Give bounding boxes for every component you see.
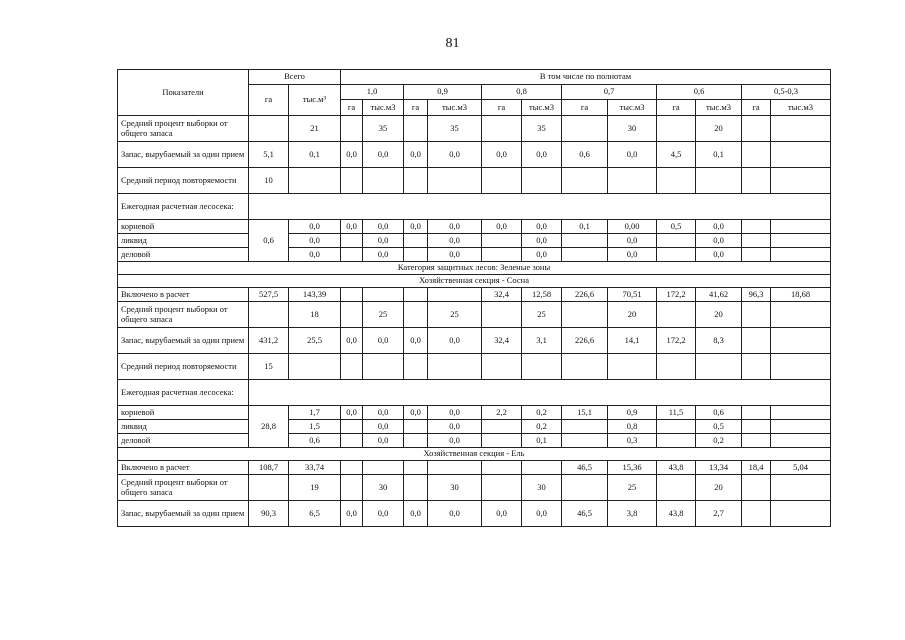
table-row xyxy=(118,168,831,194)
table-cell: 6,5 xyxy=(289,501,341,527)
table-cell xyxy=(742,434,771,448)
table-cell xyxy=(404,248,428,262)
table-cell: 527,5 xyxy=(249,288,289,302)
table-cell xyxy=(341,420,363,434)
header-density-volume: тыс.м3 xyxy=(608,100,657,116)
header-density-ha: га xyxy=(482,100,522,116)
table-cell: 15,36 xyxy=(608,461,657,475)
table-cell xyxy=(404,434,428,448)
table-cell xyxy=(482,302,522,328)
table-cell xyxy=(742,501,771,527)
table-cell xyxy=(742,116,771,142)
table-row xyxy=(118,288,831,302)
table-row xyxy=(118,262,831,275)
row-label: Средний процент выборки от общего запаса xyxy=(118,116,249,142)
table-cell: 0,0 xyxy=(428,248,482,262)
table-cell: 2,2 xyxy=(482,406,522,420)
table-cell xyxy=(657,168,696,194)
table-cell: 5,04 xyxy=(771,461,831,475)
table-cell: 0,0 xyxy=(341,406,363,420)
table-cell: 226,6 xyxy=(562,288,608,302)
table-cell: 0,0 xyxy=(482,220,522,234)
table-cell xyxy=(657,302,696,328)
table-cell xyxy=(562,354,608,380)
table-cell xyxy=(742,420,771,434)
table-cell: 0,0 xyxy=(341,501,363,527)
table-row xyxy=(118,434,831,448)
table-cell xyxy=(771,406,831,420)
table-cell: 1,7 xyxy=(289,406,341,420)
table-cell xyxy=(363,288,404,302)
table-cell xyxy=(404,475,428,501)
table-cell xyxy=(341,288,363,302)
table-cell: 30 xyxy=(608,116,657,142)
table-cell: 46,5 xyxy=(562,461,608,475)
table-cell xyxy=(404,354,428,380)
table-cell xyxy=(341,354,363,380)
table-cell: 70,51 xyxy=(608,288,657,302)
table-cell: 0,0 xyxy=(608,248,657,262)
row-label: корневой xyxy=(118,406,249,420)
header-density-ha: га xyxy=(562,100,608,116)
table-cell xyxy=(562,420,608,434)
table-row xyxy=(118,406,831,420)
row-label: Ежегодная расчетная лесосека: xyxy=(118,380,249,406)
table-cell xyxy=(341,168,363,194)
table-cell xyxy=(742,475,771,501)
table-cell xyxy=(771,434,831,448)
table-cell: 90,3 xyxy=(249,501,289,527)
table-cell: 0,0 xyxy=(522,501,562,527)
table-cell: 20 xyxy=(696,116,742,142)
table-cell: 0,0 xyxy=(404,142,428,168)
table-cell: 18,68 xyxy=(771,288,831,302)
table-cell: 0,6 xyxy=(696,406,742,420)
table-cell xyxy=(289,168,341,194)
table-cell xyxy=(404,420,428,434)
table-cell: 0,0 xyxy=(289,234,341,248)
table-row xyxy=(118,275,831,288)
table-cell: 0,5 xyxy=(657,220,696,234)
table-cell: 25 xyxy=(428,302,482,328)
table-cell: 30 xyxy=(522,475,562,501)
table-cell: 172,2 xyxy=(657,328,696,354)
table-cell: 0,0 xyxy=(482,501,522,527)
table-cell: 0,0 xyxy=(428,434,482,448)
table-cell xyxy=(522,354,562,380)
table-cell xyxy=(742,234,771,248)
table-cell xyxy=(742,248,771,262)
table-cell: 0,2 xyxy=(522,406,562,420)
table-cell: 0,0 xyxy=(341,328,363,354)
row-label: Включено в расчет xyxy=(118,288,249,302)
table-cell: 0,0 xyxy=(363,434,404,448)
header-total: Всего xyxy=(249,70,341,85)
table-cell xyxy=(742,354,771,380)
table-cell xyxy=(482,475,522,501)
table-cell xyxy=(696,354,742,380)
header-density: 0,8 xyxy=(482,85,562,100)
table-cell: 0,0 xyxy=(428,501,482,527)
table-row xyxy=(118,354,831,380)
table-cell: 0,0 xyxy=(289,220,341,234)
table-cell: 18 xyxy=(289,302,341,328)
header-row xyxy=(118,70,831,85)
table-cell: 0,0 xyxy=(428,234,482,248)
row-label: ликвид xyxy=(118,420,249,434)
table-cell xyxy=(428,288,482,302)
row-label: Ежегодная расчетная лесосека: xyxy=(118,194,249,220)
table-cell xyxy=(341,434,363,448)
table-cell: 30 xyxy=(363,475,404,501)
table-cell xyxy=(404,302,428,328)
table-cell: 33,74 xyxy=(289,461,341,475)
table-cell: 35 xyxy=(363,116,404,142)
table-cell xyxy=(482,461,522,475)
table-cell: 18,4 xyxy=(742,461,771,475)
table-cell: 0,0 xyxy=(482,142,522,168)
table-cell xyxy=(771,501,831,527)
table-cell xyxy=(482,168,522,194)
table-cell: 0,0 xyxy=(608,142,657,168)
table-row xyxy=(118,248,831,262)
table-cell xyxy=(742,168,771,194)
table-cell xyxy=(249,194,831,220)
table-cell: 0,0 xyxy=(363,234,404,248)
row-label: Средний процент выборки от общего запаса xyxy=(118,475,249,501)
row-label: ликвид xyxy=(118,234,249,248)
header-total-ha: га xyxy=(249,85,289,116)
table-cell: 20 xyxy=(696,475,742,501)
header-density-ha: га xyxy=(742,100,771,116)
table-cell xyxy=(562,434,608,448)
table-cell xyxy=(657,248,696,262)
table-cell xyxy=(482,116,522,142)
table-cell: 0,8 xyxy=(608,420,657,434)
table-cell: 108,7 xyxy=(249,461,289,475)
table-cell xyxy=(562,302,608,328)
row-label: Запас, вырубаемый за один прием xyxy=(118,142,249,168)
table-cell xyxy=(341,248,363,262)
table-cell: 0,0 xyxy=(404,406,428,420)
table-cell xyxy=(404,234,428,248)
table-row xyxy=(118,448,831,461)
table-cell xyxy=(657,234,696,248)
table-cell xyxy=(341,302,363,328)
table-cell xyxy=(522,461,562,475)
table-cell: 35 xyxy=(522,116,562,142)
table-cell: 32,4 xyxy=(482,288,522,302)
table-cell: 0,0 xyxy=(428,328,482,354)
table-cell: 431,2 xyxy=(249,328,289,354)
table-cell: 8,3 xyxy=(696,328,742,354)
table-cell: 0,0 xyxy=(363,420,404,434)
table-cell: 14,1 xyxy=(608,328,657,354)
table-cell: 1,5 xyxy=(289,420,341,434)
table-cell xyxy=(742,328,771,354)
table-cell xyxy=(562,234,608,248)
table-cell xyxy=(249,380,831,406)
table-cell: 0,1 xyxy=(696,142,742,168)
table-row xyxy=(118,234,831,248)
table-cell: 96,3 xyxy=(742,288,771,302)
table-cell: 4,5 xyxy=(657,142,696,168)
header-density-ha: га xyxy=(657,100,696,116)
header-density: 0,9 xyxy=(404,85,482,100)
table-cell: 0,0 xyxy=(341,142,363,168)
table-cell: 0,0 xyxy=(363,220,404,234)
header-density: 1,0 xyxy=(341,85,404,100)
row-label: Запас, вырубаемый за один прием xyxy=(118,501,249,527)
table-cell: 19 xyxy=(289,475,341,501)
table-cell xyxy=(771,248,831,262)
table-row xyxy=(118,220,831,234)
table-cell: 0,0 xyxy=(696,220,742,234)
row-label: Средний период повторяемости xyxy=(118,354,249,380)
table-cell: 0,0 xyxy=(363,142,404,168)
table-cell xyxy=(562,248,608,262)
table-cell xyxy=(771,302,831,328)
header-density-volume: тыс.м3 xyxy=(363,100,404,116)
table-cell: 226,6 xyxy=(562,328,608,354)
table-cell xyxy=(742,142,771,168)
table-cell: 0,0 xyxy=(608,234,657,248)
table-row xyxy=(118,501,831,527)
table-cell xyxy=(404,116,428,142)
table-row xyxy=(118,116,831,142)
table-cell: 0,0 xyxy=(696,248,742,262)
table-cell: 2,7 xyxy=(696,501,742,527)
table-cell: 15,1 xyxy=(562,406,608,420)
table-cell: 30 xyxy=(428,475,482,501)
table-cell: 0,0 xyxy=(363,406,404,420)
table-cell: 43,8 xyxy=(657,501,696,527)
table-cell: 0,0 xyxy=(428,142,482,168)
table-cell xyxy=(341,461,363,475)
table-cell: 0,0 xyxy=(522,234,562,248)
table-cell xyxy=(363,461,404,475)
table-cell: 21 xyxy=(289,116,341,142)
table-cell: 3,1 xyxy=(522,328,562,354)
table-cell xyxy=(771,328,831,354)
row-label: Средний период повторяемости xyxy=(118,168,249,194)
table-cell xyxy=(562,116,608,142)
table-cell: 25,5 xyxy=(289,328,341,354)
header-density: 0,6 xyxy=(657,85,742,100)
table-cell xyxy=(771,420,831,434)
table-cell: 35 xyxy=(428,116,482,142)
table-cell: 46,5 xyxy=(562,501,608,527)
table-cell xyxy=(341,475,363,501)
table-cell xyxy=(608,168,657,194)
table-cell: 172,2 xyxy=(657,288,696,302)
table-row xyxy=(118,420,831,434)
section-title: Хозяйственная секция - Ель xyxy=(118,448,831,461)
table-row xyxy=(118,194,831,220)
table-cell: 0,9 xyxy=(608,406,657,420)
table-cell: 0,0 xyxy=(522,220,562,234)
row-label: деловой xyxy=(118,434,249,448)
header-indicators: Показатели xyxy=(118,70,249,116)
row-label: корневой xyxy=(118,220,249,234)
header-density-volume: тыс.м3 xyxy=(428,100,482,116)
table-cell: 0,6 xyxy=(562,142,608,168)
table-cell: 0,0 xyxy=(404,328,428,354)
table-row xyxy=(118,461,831,475)
table-cell: 41,62 xyxy=(696,288,742,302)
table-cell: 0,0 xyxy=(428,420,482,434)
table-cell: 0,0 xyxy=(428,406,482,420)
table-cell: 0,0 xyxy=(363,248,404,262)
table-cell xyxy=(771,234,831,248)
table-cell: 0,0 xyxy=(696,234,742,248)
row-label: Включено в расчет xyxy=(118,461,249,475)
table-cell xyxy=(771,354,831,380)
table-cell: 0,0 xyxy=(363,328,404,354)
header-total-volume: тыс.м³ xyxy=(289,85,341,116)
table-cell xyxy=(482,420,522,434)
row-label: Запас, вырубаемый за один прием xyxy=(118,328,249,354)
table-cell: 0,0 xyxy=(404,220,428,234)
table-cell: 0,3 xyxy=(608,434,657,448)
table-cell: 0,2 xyxy=(696,434,742,448)
table-cell: 0,2 xyxy=(522,420,562,434)
table-cell: 43,8 xyxy=(657,461,696,475)
table-cell: 25 xyxy=(522,302,562,328)
table-cell xyxy=(657,354,696,380)
table-cell: 0,1 xyxy=(562,220,608,234)
table-cell: 32,4 xyxy=(482,328,522,354)
table-cell xyxy=(428,461,482,475)
table-cell: 0,0 xyxy=(363,501,404,527)
table-cell xyxy=(771,168,831,194)
table-cell xyxy=(482,234,522,248)
table-cell: 28,8 xyxy=(249,406,289,448)
table-cell xyxy=(289,354,341,380)
table-cell xyxy=(742,406,771,420)
table-cell: 25 xyxy=(363,302,404,328)
table-cell xyxy=(562,475,608,501)
table-cell xyxy=(341,234,363,248)
header-density-volume: тыс.м3 xyxy=(771,100,831,116)
table-row xyxy=(118,475,831,501)
table-cell: 20 xyxy=(608,302,657,328)
table-cell: 0,1 xyxy=(522,434,562,448)
table-cell xyxy=(363,354,404,380)
table-row xyxy=(118,380,831,406)
table-cell: 3,8 xyxy=(608,501,657,527)
header-density: 0,7 xyxy=(562,85,657,100)
table-cell: 20 xyxy=(696,302,742,328)
table-cell xyxy=(428,168,482,194)
table-cell: 0,0 xyxy=(404,501,428,527)
table-cell xyxy=(562,168,608,194)
table-cell: 0,1 xyxy=(289,142,341,168)
table-cell: 13,34 xyxy=(696,461,742,475)
page-number: 81 xyxy=(445,36,460,51)
table-cell xyxy=(657,434,696,448)
header-density-volume: тыс.м3 xyxy=(696,100,742,116)
table-cell: 0,6 xyxy=(249,220,289,262)
section-title: Хозяйственная секция - Сосна xyxy=(118,275,831,288)
table-cell: 0,6 xyxy=(289,434,341,448)
table-cell xyxy=(404,168,428,194)
header-density: 0,5-0,3 xyxy=(742,85,831,100)
table-cell: 12,58 xyxy=(522,288,562,302)
table-cell: 0,00 xyxy=(608,220,657,234)
forest-inventory-table xyxy=(117,69,831,527)
table-cell xyxy=(657,116,696,142)
table-cell: 15 xyxy=(249,354,289,380)
table-cell xyxy=(608,354,657,380)
table-cell xyxy=(657,475,696,501)
table-cell xyxy=(428,354,482,380)
table-cell xyxy=(522,168,562,194)
table-cell xyxy=(363,168,404,194)
header-density-ha: га xyxy=(341,100,363,116)
row-label: Средний процент выборки от общего запаса xyxy=(118,302,249,328)
table-row xyxy=(118,302,831,328)
table-cell: 11,5 xyxy=(657,406,696,420)
table-cell xyxy=(742,302,771,328)
table-cell xyxy=(249,116,289,142)
table-cell: 0,0 xyxy=(522,248,562,262)
table-row xyxy=(118,142,831,168)
table-cell xyxy=(482,248,522,262)
table-cell: 0,5 xyxy=(696,420,742,434)
table-cell: 143,39 xyxy=(289,288,341,302)
table-cell xyxy=(742,220,771,234)
table-cell: 10 xyxy=(249,168,289,194)
table-cell: 0,0 xyxy=(522,142,562,168)
category-title: Категория защитных лесов: Зеленые зоны xyxy=(118,262,831,275)
table-cell xyxy=(482,354,522,380)
header-including-by-density: В том числе по полнотам xyxy=(341,70,831,85)
table-row xyxy=(118,328,831,354)
table-cell xyxy=(341,116,363,142)
table-cell: 0,0 xyxy=(341,220,363,234)
table-cell: 25 xyxy=(608,475,657,501)
table-cell xyxy=(771,475,831,501)
table-cell xyxy=(657,420,696,434)
table-cell: 0,0 xyxy=(289,248,341,262)
table-cell xyxy=(404,461,428,475)
table-cell xyxy=(771,116,831,142)
table-cell: 5,1 xyxy=(249,142,289,168)
table-cell: 0,0 xyxy=(428,220,482,234)
row-label: деловой xyxy=(118,248,249,262)
table-cell xyxy=(404,288,428,302)
header-density-volume: тыс.м3 xyxy=(522,100,562,116)
table-cell xyxy=(249,475,289,501)
table-cell xyxy=(771,142,831,168)
header-density-ha: га xyxy=(404,100,428,116)
table-cell xyxy=(771,220,831,234)
table-cell xyxy=(696,168,742,194)
table-cell xyxy=(249,302,289,328)
table-cell xyxy=(482,434,522,448)
